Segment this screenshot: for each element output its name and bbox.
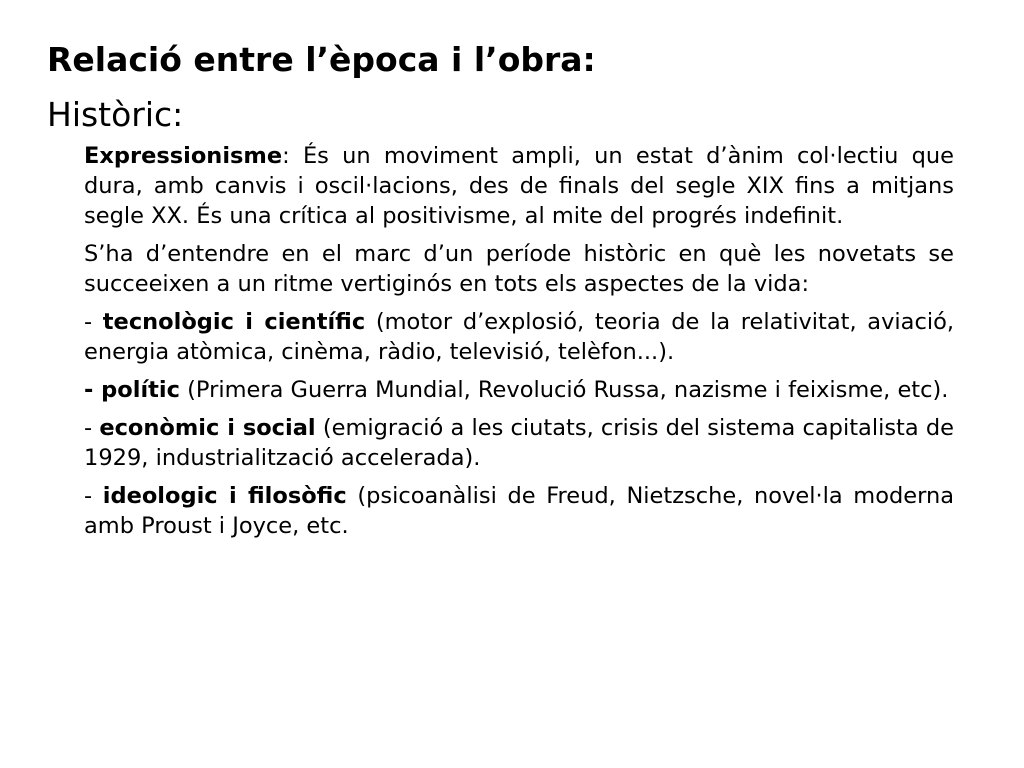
- list-item-term: econòmic i social: [99, 415, 316, 441]
- list-item-term: tecnològic i científic: [102, 309, 366, 335]
- slide-body: [84, 141, 954, 549]
- term-expressionisme: Expressionisme: [84, 143, 283, 169]
- list-item-text: (psicoanàlisi de Freud, Nietzsche, novel·la moderna amb Proust i Joyce, etc.: [84, 483, 954, 539]
- list-item-text: (emigració a les ciutats, crisis del sistema capitalista de 1929, industrialització accelerada).: [84, 415, 954, 471]
- list-item-dash: -: [84, 309, 103, 335]
- slide-subtitle: Històric:: [47, 95, 184, 134]
- slide-title: Relació entre l’època i l’obra:: [47, 40, 596, 79]
- list-item-politic: [84, 375, 954, 405]
- list-item-text: (Primera Guerra Mundial, Revolució Russa, nazisme i feixisme, etc).: [179, 377, 949, 403]
- paragraph-text: : És un moviment ampli, un estat d’ànim col·lectiu que dura, amb canvis i oscil·lacions, des de finals del segle XIX fins a mitjans segle XX. És una crítica al positivisme, al mite del progrés indefinit.: [84, 143, 954, 229]
- list-item-ideologic: [84, 481, 954, 541]
- list-item-text: (motor d’explosió, teoria de la relativitat, aviació, energia atòmica, cinèma, ràdio, televisió, telèfon...).: [84, 309, 954, 365]
- list-item-dash: -: [84, 483, 103, 509]
- paragraph-text: S’ha d’entendre en el marc d’un període històric en què les novetats se succeeixen a un ritme vertiginós en tots els aspectes de la vida:: [84, 241, 954, 297]
- paragraph-context: [84, 239, 954, 299]
- list-item-economic: [84, 413, 954, 473]
- paragraph-expressionisme: [84, 141, 954, 231]
- list-item-term: ideologic i filosòfic: [102, 483, 347, 509]
- list-item-tecnologic: [84, 307, 954, 367]
- list-item-dash: -: [84, 415, 100, 441]
- list-item-term: - polític: [84, 377, 180, 403]
